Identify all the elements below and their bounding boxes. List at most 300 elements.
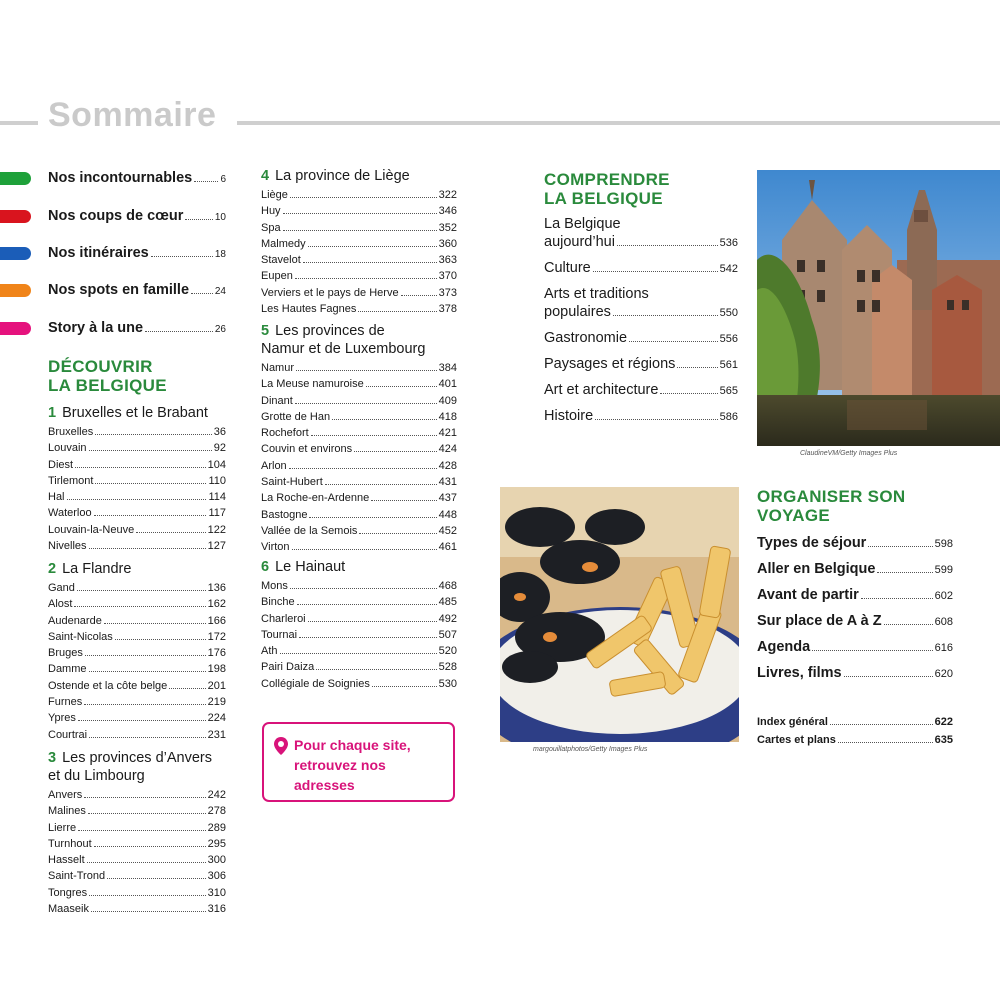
page-number: 242 xyxy=(207,789,226,801)
page-number: 542 xyxy=(719,263,738,275)
page-number: 370 xyxy=(438,270,457,283)
entry-label: Hal xyxy=(48,491,65,504)
dot-leader xyxy=(617,245,718,246)
chapter-name-line2: Namur et de Luxembourg xyxy=(261,341,426,357)
dot-leader xyxy=(861,598,933,599)
dot-leader xyxy=(88,813,206,814)
dot-leader xyxy=(311,435,437,436)
dot-leader xyxy=(358,311,436,312)
page-number: 536 xyxy=(719,237,738,249)
understand-entry[interactable] xyxy=(544,329,738,348)
toc-entry[interactable] xyxy=(261,220,457,236)
page-number: 363 xyxy=(438,254,457,267)
dot-leader xyxy=(136,532,205,533)
page-number: 599 xyxy=(934,564,953,576)
page-number: 507 xyxy=(438,628,457,641)
understand-entry[interactable] xyxy=(544,285,738,322)
entry-label: Gand xyxy=(48,582,75,594)
toc-entry[interactable] xyxy=(48,803,226,819)
page-number: 117 xyxy=(208,507,226,520)
toc-entry[interactable] xyxy=(48,727,226,743)
toc-entry[interactable] xyxy=(48,457,226,473)
toc-entry[interactable] xyxy=(48,473,226,489)
entry-label: Stavelot xyxy=(261,254,301,267)
entry-label: Agenda xyxy=(757,639,811,655)
dot-leader xyxy=(877,572,932,573)
toc-entry[interactable] xyxy=(261,409,457,425)
dot-leader xyxy=(295,403,437,404)
dot-leader xyxy=(74,606,205,607)
entry-label: Verviers et le pays de Herve xyxy=(261,286,399,299)
page-number: 172 xyxy=(207,630,226,643)
entry-label: Ypres xyxy=(48,712,76,725)
page-number: 452 xyxy=(438,524,457,537)
toc-entry[interactable] xyxy=(261,285,457,301)
toc-entry[interactable] xyxy=(261,490,457,506)
chapter-title xyxy=(261,322,467,358)
dot-leader xyxy=(359,533,436,534)
dot-leader xyxy=(84,704,205,705)
chapter-name: Les provinces d’Anvers xyxy=(62,750,212,766)
page-number: 418 xyxy=(438,410,457,423)
page-number: 6 xyxy=(220,174,226,185)
dot-leader xyxy=(371,500,436,501)
dot-leader xyxy=(84,797,205,798)
toc-entry[interactable] xyxy=(261,268,457,284)
dot-leader xyxy=(316,669,436,670)
page-number: 24 xyxy=(214,286,226,297)
dot-leader xyxy=(185,219,213,220)
entry-label: Bastogne xyxy=(261,508,308,521)
entry-label: Courtrai xyxy=(48,728,88,741)
page-number: 528 xyxy=(438,661,457,674)
dot-leader xyxy=(95,434,212,435)
dot-leader xyxy=(299,637,437,638)
page-title: Sommaire xyxy=(48,96,217,134)
toc-entry[interactable] xyxy=(48,613,226,629)
entry-label: Les Hautes Fagnes xyxy=(261,303,357,316)
dot-leader xyxy=(332,419,437,420)
chapter-name: Bruxelles et le Brabant xyxy=(62,405,208,421)
toc-entry[interactable] xyxy=(261,458,457,474)
entry-label: Gastronomie xyxy=(544,330,628,346)
toc-entry[interactable] xyxy=(261,539,457,555)
dot-leader xyxy=(303,262,437,263)
toc-entry[interactable] xyxy=(261,507,457,523)
entry-label: Spa xyxy=(261,221,281,234)
dot-leader xyxy=(89,895,206,896)
entry-label: Ostende et la côte belge xyxy=(48,679,168,692)
entry-label: Rochefort xyxy=(261,427,309,440)
dot-leader xyxy=(309,517,436,518)
dot-leader xyxy=(89,450,212,451)
page-number: 310 xyxy=(207,886,226,899)
dot-leader xyxy=(85,655,206,656)
dot-leader xyxy=(401,295,437,296)
entry-label: Livres, films xyxy=(757,665,842,681)
index-entry[interactable] xyxy=(757,713,953,731)
page-number: 424 xyxy=(438,443,457,456)
toc-entry[interactable] xyxy=(261,643,457,659)
toc-entry[interactable] xyxy=(48,836,226,852)
entry-label: Nos coups de cœur xyxy=(48,208,184,224)
page-number: 346 xyxy=(438,205,457,218)
page-number: 409 xyxy=(438,394,457,407)
page-number: 530 xyxy=(438,677,457,690)
entry-label: Saint-Hubert xyxy=(261,476,323,489)
dot-leader xyxy=(87,862,206,863)
page-number: 316 xyxy=(207,903,226,916)
chapter-number: 6 xyxy=(261,559,270,575)
page-number: 431 xyxy=(438,476,457,489)
page-number: 166 xyxy=(207,614,226,627)
dot-leader xyxy=(151,256,213,257)
dot-leader xyxy=(297,604,437,605)
dot-leader xyxy=(75,467,206,468)
toc-entry[interactable] xyxy=(261,659,457,675)
organize-entry[interactable] xyxy=(757,586,953,605)
page-number: 136 xyxy=(207,582,226,594)
toc-entry[interactable] xyxy=(48,645,226,661)
highlight-row xyxy=(48,205,226,229)
toc-entry[interactable] xyxy=(261,236,457,252)
dot-leader xyxy=(660,393,717,394)
dot-leader xyxy=(78,720,206,721)
entry-label: Nos incontournables xyxy=(48,170,193,186)
page-number: 616 xyxy=(934,642,953,654)
page-number: 608 xyxy=(934,616,953,628)
entry-label: Cartes et plans xyxy=(757,734,836,746)
entry-label: Tirlemont xyxy=(48,474,94,487)
dot-leader xyxy=(290,197,437,198)
entry-label: Mons xyxy=(261,580,288,592)
dot-leader xyxy=(95,483,206,484)
toc-entry[interactable] xyxy=(48,661,226,677)
toc-entry[interactable] xyxy=(261,187,457,203)
highlight-row xyxy=(48,317,226,341)
page-number: 373 xyxy=(438,286,457,299)
page-number: 127 xyxy=(207,540,226,553)
page-number: 550 xyxy=(719,307,738,319)
highlight-color-tab xyxy=(0,284,31,297)
highlight-row xyxy=(48,167,226,191)
page-number: 468 xyxy=(438,580,457,592)
toc-entry[interactable] xyxy=(48,580,226,596)
chapter-name-line2: et du Limbourg xyxy=(48,768,145,784)
toc-entry[interactable] xyxy=(48,710,226,726)
entry-label: Grotte de Han xyxy=(261,410,331,423)
chapter-name: La Flandre xyxy=(62,561,132,577)
callout-text: Pour chaque site, retrouvez nos adresses xyxy=(294,737,411,793)
toc-entry[interactable] xyxy=(261,301,457,317)
mussels-fries-photo xyxy=(500,487,739,742)
bruges-canal-photo xyxy=(757,170,1000,446)
dot-leader xyxy=(107,878,206,879)
dot-leader xyxy=(593,271,718,272)
dot-leader xyxy=(325,484,437,485)
dot-leader xyxy=(868,546,932,547)
entry-label: La Meuse namuroise xyxy=(261,378,364,391)
page-number: 300 xyxy=(207,854,226,867)
chapter-title xyxy=(48,404,236,422)
page-number: 110 xyxy=(208,474,226,487)
entry-label: Nos itinéraires xyxy=(48,245,149,261)
chapter-entries xyxy=(48,424,226,554)
highlight-row xyxy=(48,279,226,303)
organize-entry[interactable] xyxy=(757,534,953,553)
entry-label: Nos spots en famille xyxy=(48,282,190,298)
entry-label: Vallée de la Semois xyxy=(261,524,358,537)
page-number: 401 xyxy=(438,378,457,391)
page-number: 437 xyxy=(438,492,457,505)
page-number: 92 xyxy=(213,442,226,455)
entry-label: Charleroi xyxy=(261,612,306,625)
entry-label: Bruxelles xyxy=(48,426,94,438)
understand-entry[interactable] xyxy=(544,381,738,400)
entry-label: Sur place de A à Z xyxy=(757,613,882,629)
toc-entry[interactable] xyxy=(48,538,226,554)
page-number: 295 xyxy=(207,837,226,850)
dot-leader xyxy=(812,650,932,651)
toc-entry[interactable] xyxy=(48,901,226,917)
entry-label: Types de séjour xyxy=(757,535,867,551)
page-number: 219 xyxy=(207,696,226,709)
entry-label: Binche xyxy=(261,596,295,609)
chapter-number: 4 xyxy=(261,168,270,184)
page-number: 461 xyxy=(438,541,457,554)
toc-entry[interactable] xyxy=(48,885,226,901)
bruges-photo-credit: ClaudineVM/Getty Images Plus xyxy=(800,450,898,457)
entry-label: Paysages et régions xyxy=(544,356,676,372)
entry-label: Virton xyxy=(261,541,290,554)
chapter-entries xyxy=(261,187,457,317)
entry-label: Story à la une xyxy=(48,320,144,336)
understand-entry[interactable] xyxy=(544,215,738,252)
organize-entry[interactable] xyxy=(757,664,953,683)
dot-leader xyxy=(292,549,437,550)
page-number: 485 xyxy=(438,596,457,609)
toc-entry[interactable] xyxy=(261,474,457,490)
entry-label: Pairi Daiza xyxy=(261,661,315,674)
dot-leader xyxy=(289,468,437,469)
entry-label: Lierre xyxy=(48,821,77,834)
entry-label: aujourd’hui xyxy=(544,234,615,250)
toc-entry[interactable] xyxy=(48,868,226,884)
entry-label: Damme xyxy=(48,663,87,676)
page-number: 448 xyxy=(438,508,457,521)
entry-label-line1: La Belgique xyxy=(544,216,621,232)
page-number: 122 xyxy=(207,523,226,536)
entry-label: Couvin et environs xyxy=(261,443,353,456)
toc-entry[interactable] xyxy=(48,596,226,612)
page-number: 520 xyxy=(438,645,457,658)
dot-leader xyxy=(366,386,437,387)
dot-leader xyxy=(295,278,437,279)
toc-entry[interactable] xyxy=(48,820,226,836)
dot-leader xyxy=(89,548,206,549)
page-number: 565 xyxy=(719,385,738,397)
discover-heading: DÉCOUVRIR LA BELGIQUE xyxy=(48,357,167,395)
dot-leader xyxy=(613,315,718,316)
header-rule-left xyxy=(0,121,38,125)
entry-label: Malmedy xyxy=(261,237,306,250)
page-number: 620 xyxy=(934,668,953,680)
page-number: 602 xyxy=(934,590,953,602)
toc-entry[interactable] xyxy=(261,203,457,219)
entry-label: Index général xyxy=(757,716,828,728)
entry-label: populaires xyxy=(544,304,611,320)
page-number: 114 xyxy=(208,491,226,504)
dot-leader xyxy=(280,653,437,654)
understand-heading: COMPRENDRE LA BELGIQUE xyxy=(544,170,670,208)
addresses-callout xyxy=(262,722,455,802)
dot-leader xyxy=(104,623,206,624)
dot-leader xyxy=(89,737,206,738)
page-number: 104 xyxy=(207,458,226,471)
entry-label: Maaseik xyxy=(48,903,89,916)
chapter-name: La province de Liège xyxy=(275,168,410,184)
entry-label: Waterloo xyxy=(48,507,92,520)
page-number: 10 xyxy=(214,212,226,223)
page-number: 176 xyxy=(207,647,226,660)
organize-list xyxy=(757,534,953,690)
understand-entry[interactable] xyxy=(544,259,738,278)
dot-leader xyxy=(372,686,437,687)
entry-label: Huy xyxy=(261,205,281,218)
chapter-name: Le Hainaut xyxy=(275,559,346,575)
toc-entry[interactable] xyxy=(261,676,457,692)
toc-entry[interactable] xyxy=(48,489,226,505)
entry-label: Hasselt xyxy=(48,854,85,867)
page-number: 378 xyxy=(438,303,457,316)
toc-entry[interactable] xyxy=(48,678,226,694)
entry-label: Arlon xyxy=(261,459,287,472)
toc-entry[interactable] xyxy=(261,627,457,643)
toc-entry[interactable] xyxy=(261,594,457,610)
organize-heading: ORGANISER SON VOYAGE xyxy=(757,487,906,525)
understand-entry[interactable] xyxy=(544,407,738,426)
page-number: 306 xyxy=(207,870,226,883)
chapter-title xyxy=(261,167,467,185)
entry-label: Aller en Belgique xyxy=(757,561,876,577)
toc-entry[interactable] xyxy=(48,522,226,538)
dot-leader xyxy=(308,621,437,622)
page-number: 278 xyxy=(207,805,226,818)
page-number: 556 xyxy=(719,333,738,345)
chapter-number: 2 xyxy=(48,561,57,577)
entry-label: Saint-Trond xyxy=(48,870,106,883)
toc-entry[interactable] xyxy=(261,393,457,409)
toc-entry[interactable] xyxy=(261,441,457,457)
dot-leader xyxy=(308,246,437,247)
chapter-title xyxy=(261,558,467,576)
page-number: 201 xyxy=(207,679,226,692)
entry-label: Louvain-la-Neuve xyxy=(48,523,135,536)
entry-label: Louvain xyxy=(48,442,87,455)
index-list xyxy=(757,713,953,749)
highlight-color-tab xyxy=(0,210,31,223)
dot-leader xyxy=(838,742,933,743)
page-number: 622 xyxy=(934,716,953,728)
dot-leader xyxy=(94,515,207,516)
entry-label: Ath xyxy=(261,645,278,658)
page-number: 224 xyxy=(207,712,226,725)
page-number: 322 xyxy=(438,189,457,201)
toc-entry[interactable] xyxy=(48,424,226,440)
highlight-row xyxy=(48,242,226,266)
index-entry[interactable] xyxy=(757,731,953,749)
entry-label: Tongres xyxy=(48,886,88,899)
organize-entry[interactable] xyxy=(757,638,953,657)
page-number: 18 xyxy=(214,249,226,260)
highlight-color-tab xyxy=(0,322,31,335)
page-number: 586 xyxy=(719,411,738,423)
page-number: 492 xyxy=(438,612,457,625)
chapter-entries xyxy=(261,360,457,556)
toc-entry[interactable] xyxy=(261,360,457,376)
entry-label: Bruges xyxy=(48,647,83,660)
entry-label: Culture xyxy=(544,260,591,276)
understand-list xyxy=(544,215,738,433)
entry-label: Eupen xyxy=(261,270,293,283)
chapter-title xyxy=(48,560,236,578)
toc-entry[interactable] xyxy=(48,852,226,868)
chapter-title xyxy=(48,749,236,785)
entry-label: Audenarde xyxy=(48,614,102,627)
page-number: 352 xyxy=(438,221,457,234)
organize-entry[interactable] xyxy=(757,560,953,579)
dot-leader xyxy=(283,230,437,231)
dot-leader xyxy=(194,181,218,182)
dot-leader xyxy=(94,846,206,847)
toc-entry[interactable] xyxy=(261,523,457,539)
toc-entry[interactable] xyxy=(261,425,457,441)
toc-entry[interactable] xyxy=(261,611,457,627)
highlight-color-tab xyxy=(0,247,31,260)
understand-entry[interactable] xyxy=(544,355,738,374)
toc-entry[interactable] xyxy=(261,578,457,594)
page-number: 36 xyxy=(213,426,226,438)
toc-entry[interactable] xyxy=(48,694,226,710)
entry-label: Turnhout xyxy=(48,837,92,850)
dot-leader xyxy=(677,367,717,368)
organize-entry[interactable] xyxy=(757,612,953,631)
toc-entry[interactable] xyxy=(48,440,226,456)
toc-entry[interactable] xyxy=(48,787,226,803)
entry-label: Tournai xyxy=(261,628,298,641)
chapter-number: 1 xyxy=(48,405,57,421)
dot-leader xyxy=(91,911,206,912)
dot-leader xyxy=(844,676,933,677)
chapter-number: 5 xyxy=(261,323,270,339)
chapter-entries xyxy=(48,787,226,917)
dot-leader xyxy=(595,419,717,420)
dot-leader xyxy=(354,451,437,452)
chapter-name: Les provinces de xyxy=(275,323,385,339)
toc-entry[interactable] xyxy=(48,505,226,521)
toc-entry[interactable] xyxy=(48,629,226,645)
dot-leader xyxy=(283,213,437,214)
entry-label: Alost xyxy=(48,598,73,611)
dot-leader xyxy=(78,830,206,831)
toc-entry[interactable] xyxy=(261,376,457,392)
page-number: 360 xyxy=(438,237,457,250)
entry-label: Saint-Nicolas xyxy=(48,630,113,643)
entry-label: Histoire xyxy=(544,408,594,424)
entry-label: Dinant xyxy=(261,394,293,407)
dot-leader xyxy=(830,724,933,725)
toc-entry[interactable] xyxy=(261,252,457,268)
